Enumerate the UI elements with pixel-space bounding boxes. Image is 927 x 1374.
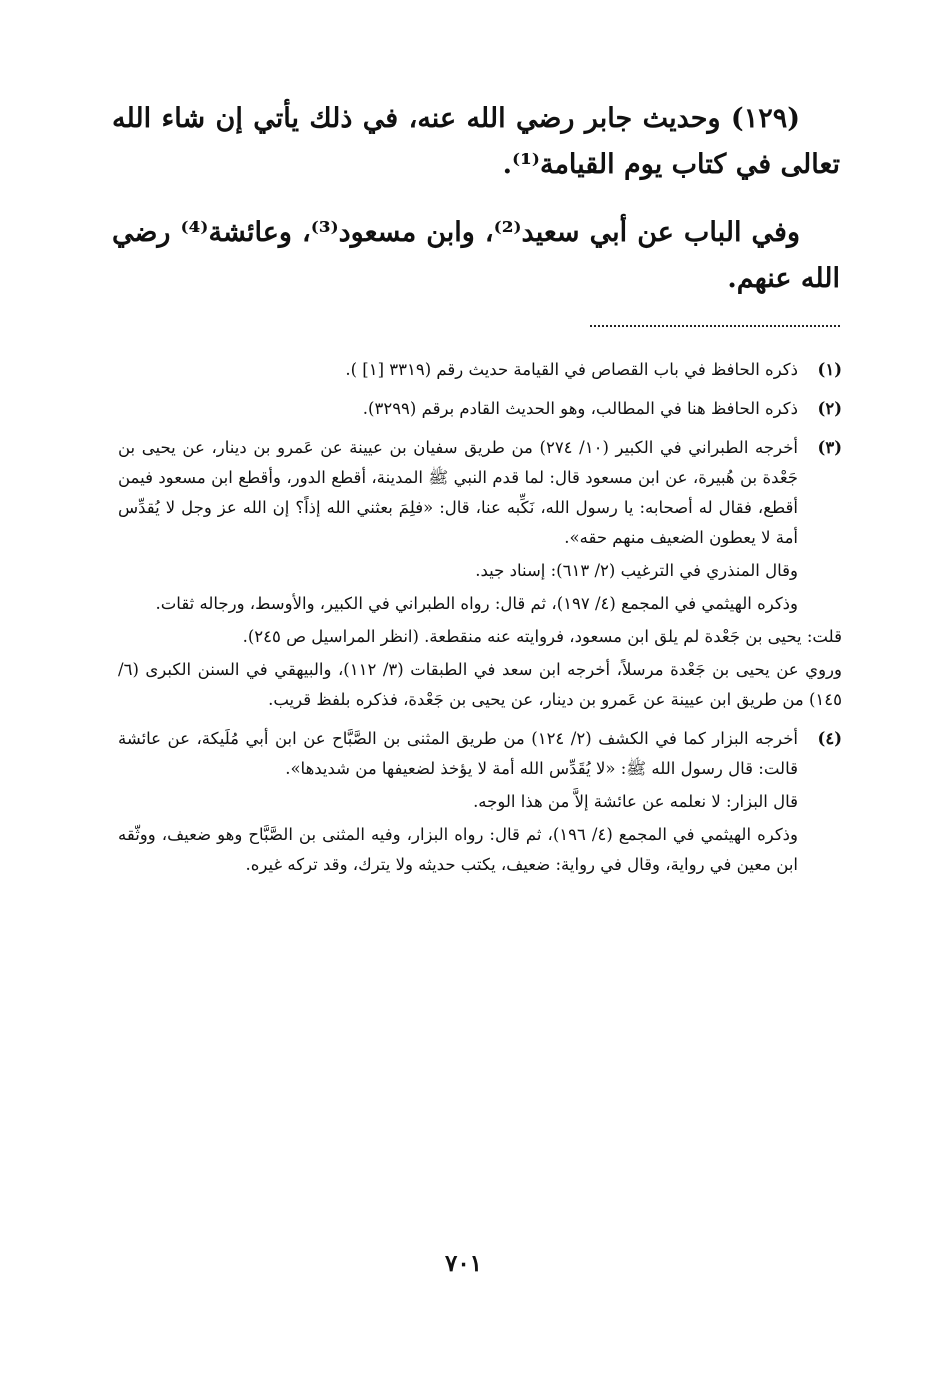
footnotes	[118, 355, 842, 889]
footnote-body	[118, 724, 798, 883]
page-number: ٧٠١	[444, 1250, 483, 1277]
footnote-paragraph: أخرجه البزار كما في الكشف (٢/ ١٢٤) من طريق المثنى بن الصَّبَّاح عن ابن أبي مُلَيكة، عن عائشة قالت: قال رسول الله ﷺ: «لا يُقَدِّس الله أمة لا يؤخذ لضعيفها من شديدها».	[118, 729, 799, 778]
editor-note: وروي عن يحيى بن جَعْدة مرسلاً، أخرجه ابن سعد في الطبقات (٣/ ١١٢)، والبيهقي في السنن الكبرى (٦/ ١٤٥) من طريق ابن عيينة عن عَمرو بن دينار، عن يحيى بن جَعْدة، فذكره بلفظ قريب.	[118, 660, 842, 709]
footnote-paragraph: قال البزار: لا نعلمه عن عائشة إلاَّ من هذا الوجه.	[473, 792, 798, 811]
footnote-paragraph: وذكره الهيثمي في المجمع (٤/ ١٩٦)، ثم قال: رواه البزار، وفيه المثنى بن الصَّبَّاح وهو ضعيف، ووثّقه ابن معين في رواية، وقال في رواية: ضعيف، يكتب حديثه ولا يترك، وقد تركه غيره.	[118, 825, 798, 874]
editor-note: قلت: يحيى بن جَعْدة لم يلق ابن مسعود، فروايته عنه منقطعة. (انظر المراسيل ص ٢٤٥).	[242, 627, 842, 646]
main-paragraph-1	[112, 96, 840, 188]
footnote-paragraph: وقال المنذري في الترغيب (٢/ ٦١٣): إسناد جيد.	[475, 561, 798, 580]
footnote-body	[118, 355, 798, 388]
footnote-separator	[590, 325, 840, 327]
footnote-number: (١)	[817, 360, 842, 379]
footnote	[118, 394, 842, 427]
footnote	[118, 433, 842, 718]
footnote-number: (٣)	[817, 438, 842, 457]
footnote-body	[118, 433, 842, 718]
footnote-number: (٤)	[817, 729, 842, 748]
footnote	[118, 724, 842, 883]
footnote	[118, 355, 842, 388]
main-text: (١٢٩) وحديث جابر رضي الله عنه، في ذلك يأتي إن شاء الله تعالى في كتاب يوم القيامة⁽¹⁾.	[112, 103, 840, 180]
main-text: وفي الباب عن أبي سعيد⁽²⁾، وابن مسعود⁽³⁾، وعائشة⁽⁴⁾ رضي الله عنهم.	[112, 217, 840, 294]
footnote-body	[118, 394, 798, 427]
footnote-paragraph: أخرجه الطبراني في الكبير (١٠/ ٢٧٤) من طريق سفيان بن عيينة عن عَمرو بن دينار، عن يحيى بن جَعْدة بن هُبيرة، عن ابن مسعود قال: لما قدم النبي ﷺ المدينة، أقطع الدور، وأقطع ابن مسعود فيمن أقطع، فقال له أصحابه: يا رسول الله، نَكِّبه عنا، قال: «فلِمَ بعثني الله إذاً؟ إن الله عز وجل لا يُقدِّس أمة لا يعطون الضعيف منهم حقه».	[118, 438, 798, 547]
main-paragraph-2	[112, 210, 840, 302]
footnote-paragraph: وذكره الهيثمي في المجمع (٤/ ١٩٧)، ثم قال: رواه الطبراني في الكبير، والأوسط، ورجاله ثقات.	[155, 594, 798, 613]
footnote-paragraph: ذكره الحافظ في باب القصاص في القيامة حديث رقم (٣٣١٩ [١] ).	[345, 360, 798, 379]
footnote-number: (٢)	[817, 399, 842, 418]
footnote-paragraph: ذكره الحافظ هنا في المطالب، وهو الحديث القادم برقم (٣٢٩٩).	[362, 399, 798, 418]
